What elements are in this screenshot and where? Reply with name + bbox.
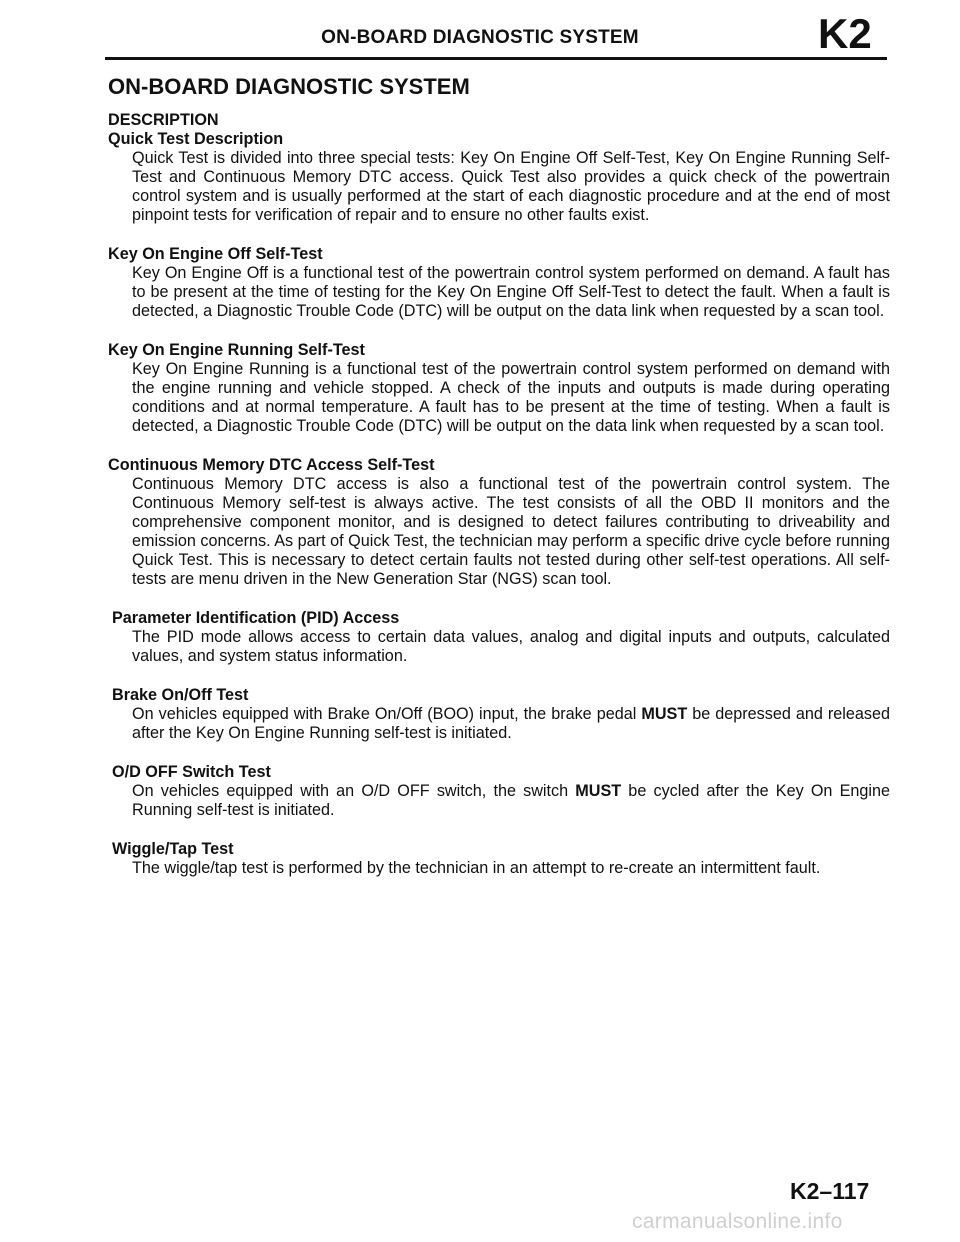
section-heading: Key On Engine Off Self-Test — [108, 245, 323, 263]
section-brake-test — [108, 686, 890, 743]
section-heading: O/D OFF Switch Test — [112, 763, 271, 781]
section-body: Quick Test is divided into three special tests: Key On Engine Off Self-Test, Key On Engine Running Self-Test and Continuous Memory DTC access. Quick Test also provides a quick check of the powertrain control system and is usually performed at the start of each diagnostic procedure and at the end of most pinpoint tests for verification of repair and to ensure no other faults exist. — [132, 149, 890, 224]
section-pid-access — [108, 609, 890, 666]
section-koeo — [108, 245, 890, 321]
watermark: carmanualsonline.info — [632, 1210, 843, 1233]
running-header-title: ON-BOARD DIAGNOSTIC SYSTEM — [321, 27, 639, 48]
section-heading: Key On Engine Running Self-Test — [108, 341, 365, 359]
section-heading: Parameter Identification (PID) Access — [112, 609, 400, 627]
emphasis-must: MUST — [641, 705, 688, 723]
section-body: Key On Engine Off is a functional test of the powertrain control system performed on demand. A fault has to be present at the time of testing for the Key On Engine Off Self-Test to detect the fault. When a fault is detected, a Diagnostic Trouble Code (DTC) will be output on the data link when requested by a scan tool. — [132, 264, 890, 320]
body-text: be cycled after the Key On Engine Running self-test is initiated. — [132, 782, 890, 819]
section-body — [132, 782, 890, 820]
body-text: On vehicles equipped with Brake On/Off (BOO) input, the brake pedal — [132, 705, 642, 723]
section-body — [132, 705, 890, 743]
section-quick-test — [108, 130, 890, 225]
section-koer — [108, 341, 890, 436]
header-divider — [105, 57, 887, 60]
body-text: On vehicles equipped with an O/D OFF switch, the switch — [132, 782, 576, 800]
body-text: be depressed and released after the Key On Engine Running self-test is initiated. — [132, 705, 890, 742]
document-body — [108, 111, 890, 878]
section-od-off-test — [108, 763, 890, 820]
section-code: K2 — [818, 10, 872, 57]
section-continuous-memory — [108, 456, 890, 589]
section-body: The wiggle/tap test is performed by the technician in an attempt to re-create an intermittent fault. — [132, 859, 821, 877]
page-number: K2–117 — [790, 1178, 870, 1204]
section-body: The PID mode allows access to certain data values, analog and digital inputs and outputs, calculated values, and system status information. — [132, 628, 890, 665]
emphasis-must: MUST — [575, 782, 622, 800]
section-heading: Brake On/Off Test — [112, 686, 249, 704]
description-label: DESCRIPTION — [108, 111, 219, 129]
section-body: Key On Engine Running is a functional test of the powertrain control system performed on demand with the engine running and vehicle stopped. A check of the inputs and outputs is made during operating conditions and at normal temperature. A fault has to be present at the time of testing. When a fault is detected, a Diagnostic Trouble Code (DTC) will be output on the data link when requested by a scan tool. — [132, 360, 890, 435]
section-body: Continuous Memory DTC access is also a functional test of the powertrain control system. The Continuous Memory self-test is always active. The test consists of all the OBD II monitors and the comprehensive component monitor, and is designed to detect failures contributing to driveability and emission concerns. As part of Quick Test, the technician may perform a specific drive cycle before running Quick Test. This is necessary to detect certain faults not tested during other self-test operations. All self-tests are menu driven in the New Generation Star (NGS) scan tool. — [132, 475, 890, 588]
section-heading: Quick Test Description — [108, 130, 284, 148]
section-heading: Continuous Memory DTC Access Self-Test — [108, 456, 435, 474]
section-heading: Wiggle/Tap Test — [112, 840, 234, 858]
page-title: ON-BOARD DIAGNOSTIC SYSTEM — [108, 74, 470, 99]
section-wiggle-tap — [108, 840, 890, 878]
